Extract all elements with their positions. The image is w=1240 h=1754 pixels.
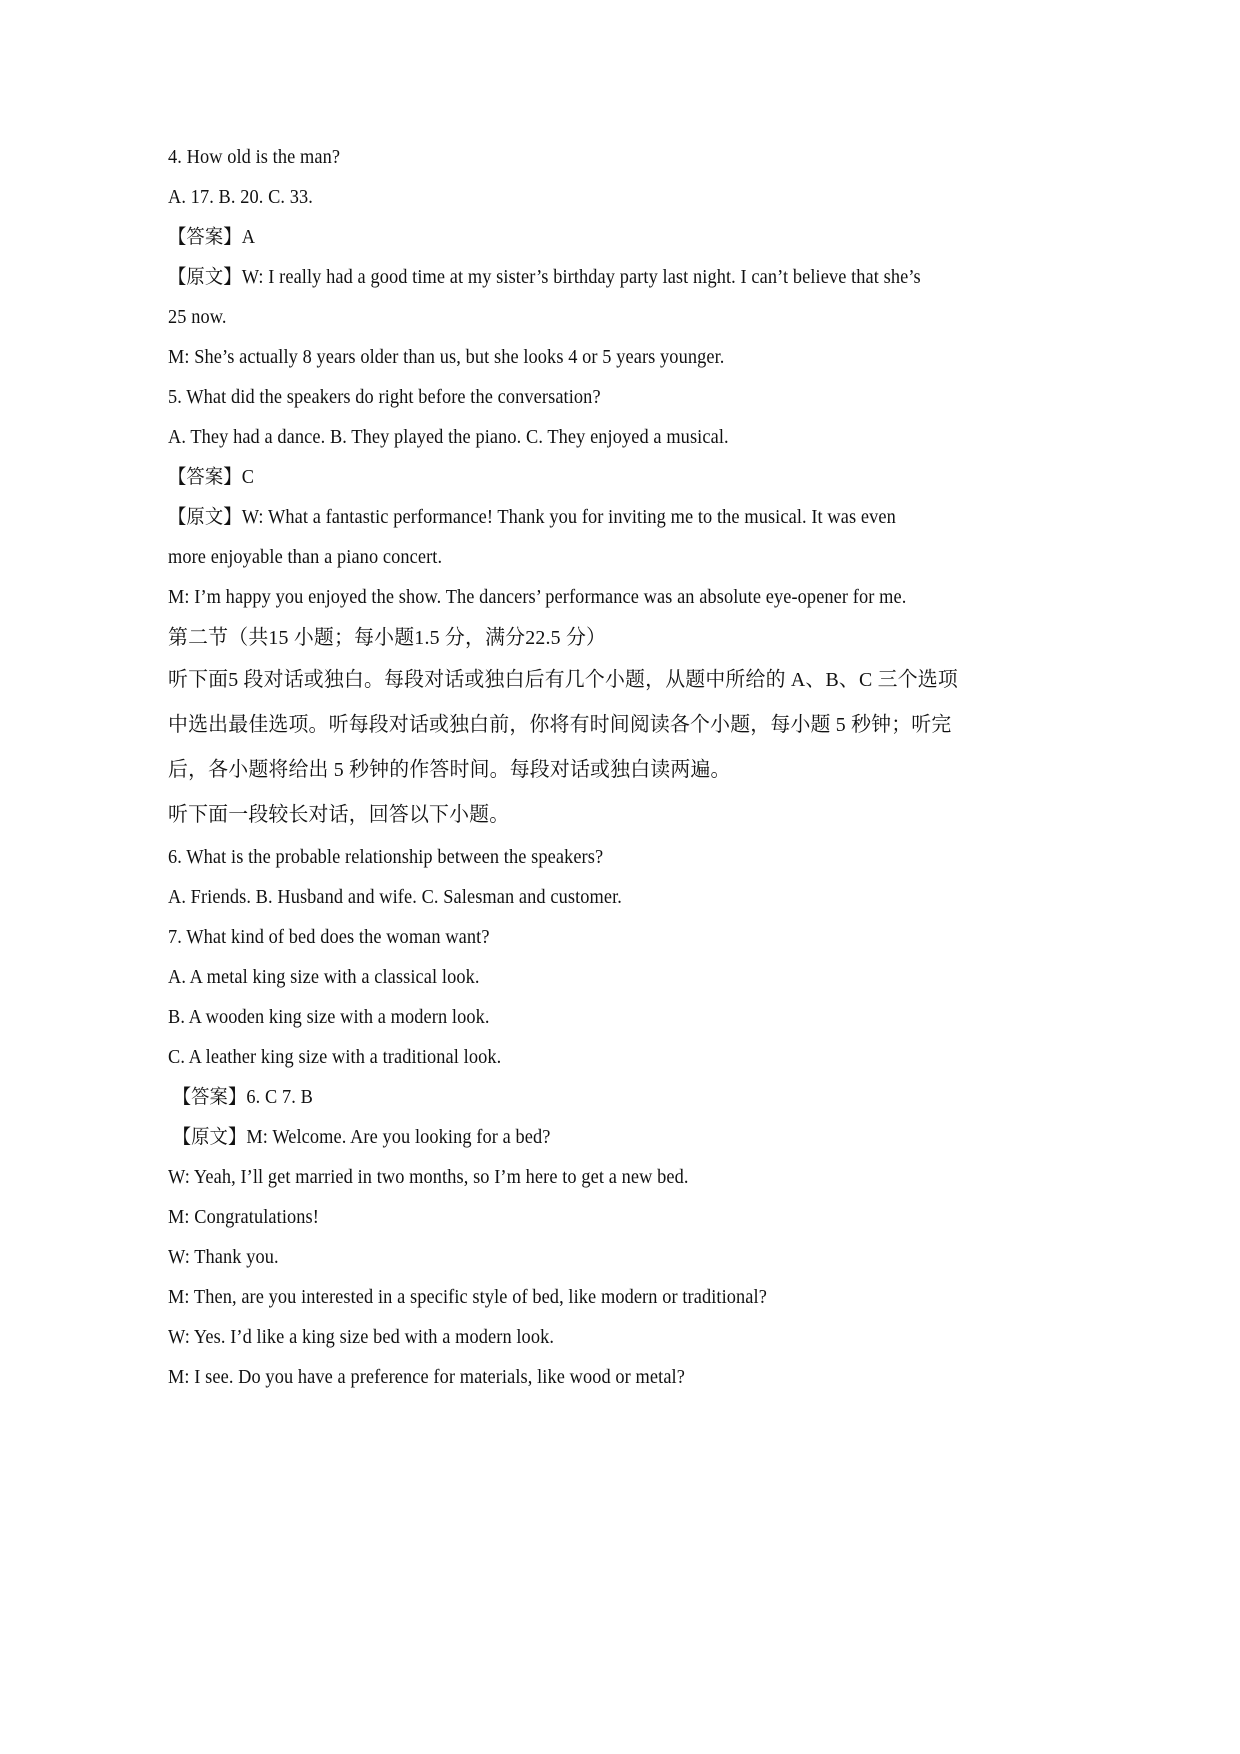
question-7-option-a: A. A metal king size with a classical look. — [168, 967, 480, 988]
question-5-options: A. They had a dance. B. They played the piano. C. They enjoyed a musical. — [168, 427, 729, 448]
question-5-script-line-2: more enjoyable than a piano concert. — [168, 547, 443, 568]
question-6-7-script-line-3: M: Congratulations! — [168, 1207, 319, 1228]
question-4-stem: 4. How old is the man? — [168, 147, 341, 168]
long-dialogue-instruction: 听下面一段较长对话，回答以下小题。 — [168, 804, 510, 826]
section-two-heading: 第二节（共15 小题；每小题1.5 分，满分22.5 分） — [168, 627, 607, 649]
question-4-answer: 【答案】A — [168, 227, 256, 248]
question-6-7-script-line-1: 【原文】M: Welcome. Are you looking for a bed? — [172, 1127, 551, 1148]
question-7-option-b: B. A wooden king size with a modern look. — [168, 1007, 490, 1028]
question-6-7-script-line-5: M: Then, are you interested in a specific style of bed, like modern or traditional? — [168, 1287, 767, 1308]
question-6-7-script-line-2: W: Yeah, I’ll get married in two months, so I’m here to get a new bed. — [168, 1167, 689, 1188]
question-6-options: A. Friends. B. Husband and wife. C. Salesman and customer. — [168, 887, 622, 908]
question-7-stem: 7. What kind of bed does the woman want? — [168, 927, 490, 948]
question-6-7-script-line-6: W: Yes. I’d like a king size bed with a modern look. — [168, 1327, 555, 1348]
question-4-script-line-2: 25 now. — [168, 307, 227, 328]
question-4-script-line-3: M: She’s actually 8 years older than us, but she looks 4 or 5 years younger. — [168, 347, 725, 368]
question-7-option-c: C. A leather king size with a traditional look. — [168, 1047, 502, 1068]
question-6-7-script-line-4: W: Thank you. — [168, 1247, 279, 1268]
question-4-script-line-1: 【原文】W: I really had a good time at my sister’s birthday party last night. I can’t believe that she’s — [168, 267, 921, 288]
section-two-instruction-line-3: 后，各小题将给出 5 秒钟的作答时间。每段对话或独白读两遍。 — [168, 759, 731, 781]
question-5-script-line-1: 【原文】W: What a fantastic performance! Thank you for inviting me to the musical. It was even — [168, 507, 896, 528]
question-5-script-line-3: M: I’m happy you enjoyed the show. The dancers’ performance was an absolute eye-opener for me. — [168, 587, 907, 608]
question-6-stem: 6. What is the probable relationship between the speakers? — [168, 847, 604, 868]
question-6-7-script-line-7: M: I see. Do you have a preference for materials, like wood or metal? — [168, 1367, 685, 1388]
question-5-answer: 【答案】C — [168, 467, 255, 488]
section-two-instruction-line-1: 听下面5 段对话或独白。每段对话或独白后有几个小题，从题中所给的 A、B、C 三个选项 — [168, 669, 958, 691]
section-two-instruction-line-2: 中选出最佳选项。听每段对话或独白前，你将有时间阅读各个小题，每小题 5 秒钟；听完 — [168, 714, 952, 736]
question-5-stem: 5. What did the speakers do right before the conversation? — [168, 387, 601, 408]
question-4-options: A. 17. B. 20. C. 33. — [168, 187, 313, 208]
page-content — [168, 138, 1074, 1398]
question-6-7-answer: 【答案】6. C 7. B — [172, 1087, 313, 1108]
